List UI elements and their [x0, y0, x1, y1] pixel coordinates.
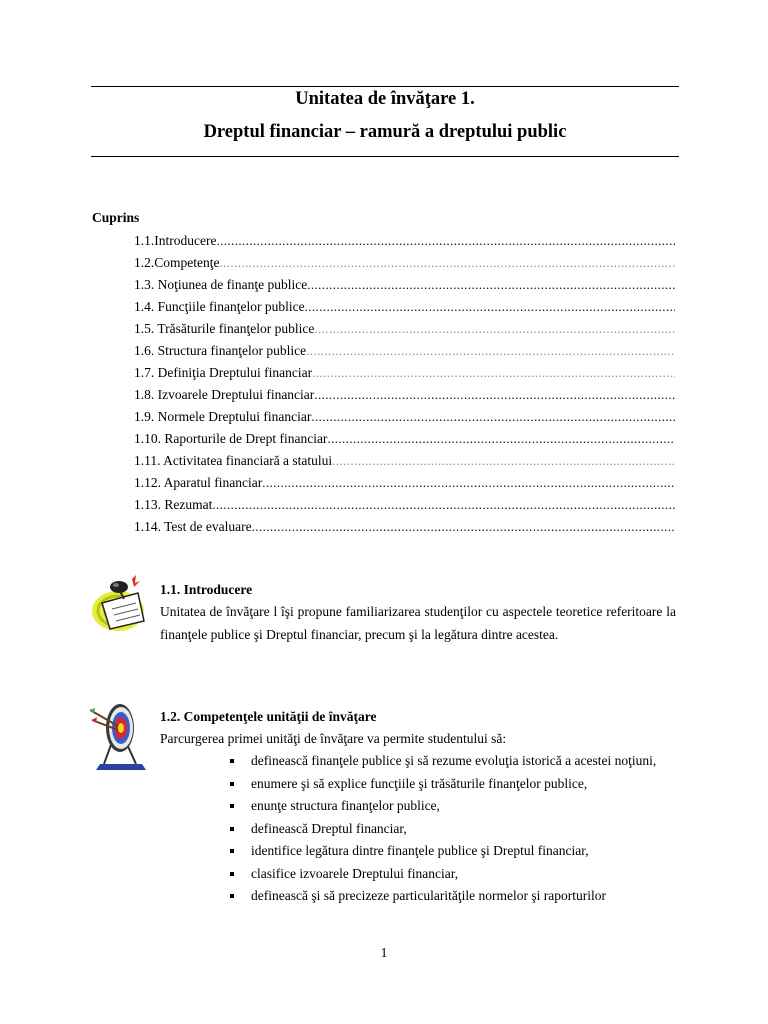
- list-item: definească şi să precizeze particularităţile normelor şi raporturilor: [229, 885, 676, 908]
- list-item: enumere şi să explice funcţiile şi trăsăturile finanţelor publice,: [229, 773, 676, 796]
- toc-item[interactable]: [134, 362, 675, 384]
- section-heading-introducere: 1.1. Introducere: [160, 582, 253, 597]
- toc-item[interactable]: [134, 516, 675, 538]
- section-competences-intro: Parcurgerea primei unităţi de învăţare va permite studentului să:: [160, 731, 507, 746]
- section-intro-paragraph: Unitatea de învăţare l îşi propune familiarizarea studenţilor cu aspectele teoretice referitoare la finanţele publice şi Dreptul financiar, precum şi la legătura dintre acestea.: [160, 604, 676, 642]
- toc-item[interactable]: [134, 428, 675, 450]
- toc-dot-leader: [212, 494, 675, 516]
- toc-item-label: 1.12. Aparatul financiar: [134, 475, 263, 490]
- toc-item[interactable]: [134, 340, 675, 362]
- bottom-rule: [91, 156, 679, 157]
- toc-item-label: 1.10. Raporturile de Drept financiar: [134, 431, 328, 446]
- list-item: definească Dreptul financiar,: [229, 818, 676, 841]
- toc-item-label: 1.13. Rezumat: [134, 497, 213, 512]
- toc-dot-leader: [327, 428, 675, 450]
- toc-dot-leader: [262, 472, 675, 494]
- toc-item[interactable]: [134, 252, 675, 274]
- toc-dot-leader: [306, 340, 675, 362]
- toc-item[interactable]: [134, 230, 675, 252]
- list-item: definească finanţele publice şi să rezume evoluţia istorică a acestei noţiuni,: [229, 750, 676, 773]
- pinned-note-icon: [90, 575, 152, 635]
- competences-list: [229, 750, 676, 908]
- toc-item[interactable]: [134, 318, 675, 340]
- list-item: enunţe structura finanţelor publice,: [229, 795, 676, 818]
- page-number: 1: [380, 945, 388, 960]
- toc-item-label: 1.6. Structura finanţelor publice: [134, 343, 307, 358]
- toc-dot-leader: [312, 362, 675, 384]
- toc-item[interactable]: [134, 450, 675, 472]
- toc-item-label: 1.11. Activitatea financiară a statului: [134, 453, 333, 468]
- toc-item-label: 1.9. Normele Dreptului financiar: [134, 409, 312, 424]
- toc-item[interactable]: [134, 384, 675, 406]
- toc-dot-leader: [216, 230, 675, 252]
- toc-dot-leader: [311, 406, 675, 428]
- toc-dot-leader: [305, 296, 675, 318]
- toc-item-label: 1.14. Test de evaluare: [134, 519, 252, 534]
- toc-dot-leader: [314, 384, 675, 406]
- unit-title: Unitatea de învăţare 1.: [295, 89, 475, 109]
- toc-dot-leader: [307, 274, 675, 296]
- toc-item[interactable]: [134, 494, 675, 516]
- toc-item-label: 1.3. Noţiunea de finanţe publice: [134, 277, 308, 292]
- toc-dot-leader: [332, 450, 675, 472]
- toc-item[interactable]: [134, 406, 675, 428]
- target-arrows-icon: [90, 698, 152, 772]
- unit-subtitle: Dreptul financiar – ramură a dreptului public: [203, 122, 567, 142]
- toc-dot-leader: [252, 516, 675, 538]
- toc-item[interactable]: [134, 274, 675, 296]
- list-item: identifice legătura dintre finanţele publice şi Dreptul financiar,: [229, 840, 676, 863]
- section-heading-competente: 1.2. Competenţele unităţii de învăţare: [160, 709, 377, 724]
- toc-item-label: 1.4. Funcţiile finanţelor publice: [134, 299, 305, 314]
- toc-item-label: 1.2.Competenţe: [134, 255, 220, 270]
- list-item: clasifice izvoarele Dreptului financiar,: [229, 863, 676, 886]
- toc-item-label: 1.7. Definiţia Dreptului financiar: [134, 365, 313, 380]
- toc-dot-leader: [314, 318, 675, 340]
- top-rule: [91, 86, 679, 87]
- toc-item-label: 1.8. Izvoarele Dreptului financiar: [134, 387, 315, 402]
- table-of-contents: [134, 230, 675, 538]
- toc-item-label: 1.1.Introducere: [134, 233, 217, 248]
- toc-item[interactable]: [134, 472, 675, 494]
- toc-item-label: 1.5. Trăsăturile finanţelor publice: [134, 321, 315, 336]
- toc-heading: Cuprins: [92, 210, 140, 225]
- toc-item[interactable]: [134, 296, 675, 318]
- toc-dot-leader: [219, 252, 675, 274]
